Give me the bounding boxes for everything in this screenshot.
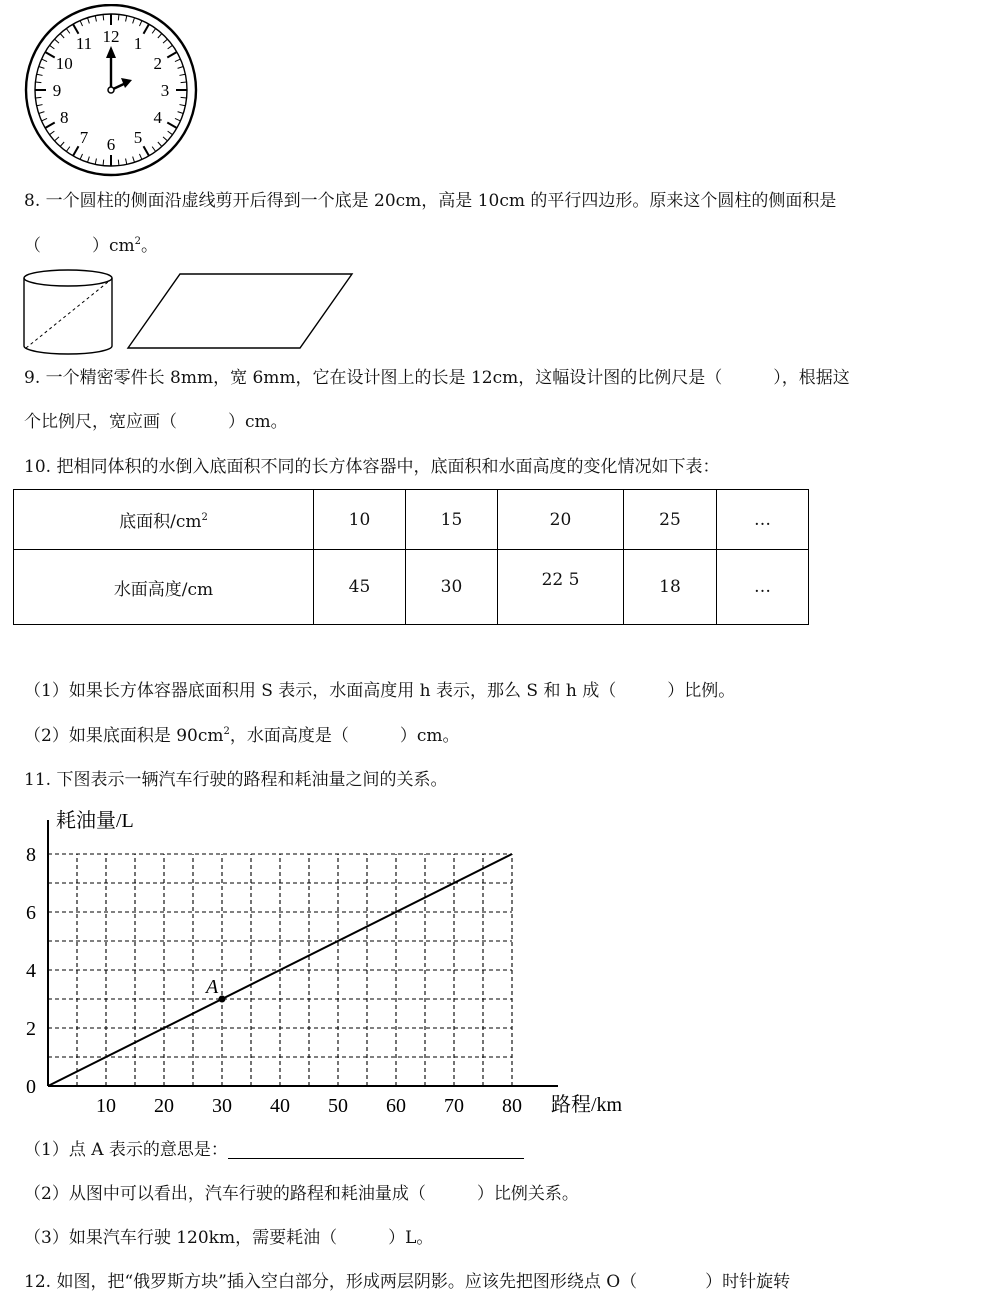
clock-tick — [103, 14, 104, 20]
clock-number: 9 — [52, 81, 62, 100]
clock-tick — [39, 67, 45, 69]
clock-tick — [50, 45, 55, 49]
clock-tick — [158, 34, 162, 38]
q11-sub3: （3）如果汽车行驶 120km，需要耗油（ ）L。 — [24, 1228, 434, 1248]
clock-tick — [35, 97, 41, 98]
clock-number: 4 — [153, 108, 163, 127]
y-axis-label: 耗油量/L — [56, 810, 134, 832]
clock-tick — [73, 146, 79, 156]
clock-tick — [55, 137, 59, 141]
table-cell: 18 — [624, 550, 717, 625]
q9-text-line2: 个比例尺，宽应画（ ）cm。 — [24, 412, 288, 432]
clock-number: 11 — [75, 34, 93, 54]
q11-sub1: （1）点 A 表示的意思是： — [24, 1139, 524, 1161]
clock-tick — [39, 112, 45, 114]
clock-number: 10 — [55, 54, 73, 73]
x-tick-label: 50 — [328, 1095, 348, 1117]
clock-tick — [163, 39, 167, 43]
clock-tick — [181, 82, 187, 83]
clock-tick — [80, 154, 82, 159]
clock-tick — [178, 67, 184, 69]
clock-tick — [88, 18, 90, 24]
clock-tick — [95, 16, 96, 22]
clock-tick — [178, 112, 184, 114]
q8-text-line2: （ ）$cm^2$。 — [24, 236, 159, 256]
x-tick-label: 80 — [502, 1095, 522, 1117]
q11-sub2: （2）从图中可以看出，汽车行驶的路程和耗油量成（ ）比例关系。 — [24, 1184, 579, 1204]
y-tick-label: 4 — [26, 960, 36, 982]
q10-intro: 10. 把相同体积的水倒入底面积不同的长方体容器中，底面积和水面高度的变化情况如下表： — [24, 457, 720, 477]
clock-tick — [42, 118, 47, 120]
clock-tick — [37, 105, 43, 106]
clock-tick — [45, 123, 55, 129]
clock-tick — [152, 29, 156, 34]
clock-number: 8 — [59, 108, 69, 127]
table-cell: 30 — [406, 550, 498, 625]
q10-data-table — [13, 489, 809, 625]
clock-tick — [35, 82, 41, 83]
clock-tick — [60, 142, 64, 146]
clock-center — [108, 87, 114, 93]
clock-tick — [175, 59, 180, 61]
x-tick-label: 70 — [444, 1095, 464, 1117]
q10-sub1: （1）如果长方体容器底面积用 S 表示，水面高度用 h 表示，那么 S 和 h 成（ ）比例。 — [24, 681, 736, 701]
clock-tick — [103, 160, 104, 166]
clock-tick — [50, 131, 55, 135]
clock-tick — [144, 146, 150, 156]
y-tick-label: 0 — [26, 1076, 36, 1098]
x-tick-label: 30 — [212, 1095, 232, 1117]
clock-tick — [42, 59, 47, 61]
clock-tick — [163, 137, 167, 141]
q11-intro: 11. 下图表示一辆汽车行驶的路程和耗油量之间的关系。 — [24, 770, 448, 790]
clock-tick — [73, 24, 79, 34]
clock-tick — [144, 24, 150, 34]
clock-tick — [167, 52, 177, 58]
clock-minute-hand-tip — [106, 46, 116, 58]
y-tick-label: 2 — [26, 1018, 36, 1040]
y-tick-label: 6 — [26, 902, 36, 924]
clock-tick — [66, 147, 70, 152]
clock-tick — [80, 21, 82, 26]
point-a-label: A — [206, 976, 219, 998]
clock-tick — [133, 157, 135, 163]
clock-tick — [152, 147, 156, 152]
clock-number: 5 — [133, 127, 143, 147]
point-a-marker — [219, 996, 226, 1003]
y-tick-label: 8 — [26, 844, 36, 866]
clock-number: 7 — [79, 127, 89, 147]
clock-tick — [168, 45, 173, 49]
parallelogram-figure — [128, 274, 352, 348]
cylinder-parallelogram-figure — [20, 266, 360, 358]
clock-tick — [175, 118, 180, 120]
clock-tick — [133, 18, 135, 24]
table-cell: 20 — [498, 490, 624, 550]
table-cell: 15 — [406, 490, 498, 550]
table-cell: … — [717, 490, 809, 550]
clock-tick — [139, 21, 141, 26]
clock-tick — [118, 14, 119, 20]
clock-tick — [55, 39, 59, 43]
clock-number: 1 — [133, 34, 143, 54]
clock-number: 6 — [106, 135, 116, 154]
answer-blank-line[interactable] — [228, 1140, 524, 1159]
table-cell: 45 — [314, 550, 406, 625]
clock-tick — [60, 34, 64, 38]
q10-sub2: （2）如果底面积是 $90cm^2$，水面高度是（ ）cm。 — [24, 726, 460, 746]
clock-tick — [181, 97, 187, 98]
clock-tick — [88, 157, 90, 163]
x-tick-label: 60 — [386, 1095, 406, 1117]
table-cell: 22 5 — [498, 550, 624, 625]
clock-tick — [37, 74, 43, 75]
clock-tick — [179, 74, 185, 75]
cylinder-cut-line — [26, 282, 108, 348]
table-header-height: 水面高度/cm — [14, 550, 314, 625]
q9-text-line1: 9. 一个精密零件长 8mm，宽 6mm，它在设计图上的长是 12cm，这幅设计图的比例尺是（ ），根据这 — [24, 368, 850, 388]
x-tick-label: 10 — [96, 1095, 116, 1117]
x-axis-label: 路程/km — [551, 1094, 623, 1116]
q8-text-line1: 8. 一个圆柱的侧面沿虚线剪开后得到一个底是 20cm，高是 10cm 的平行四边形。原来这个圆柱的侧面积是 — [24, 191, 837, 211]
clock-tick — [45, 52, 55, 58]
clock-tick — [179, 105, 185, 106]
clock-number: 3 — [160, 81, 170, 100]
q12-text-line1: 12. 如图，把“俄罗斯方块”插入空白部分，形成两层阴影。应该先把图形绕点 O（ ）时针旋转 — [24, 1272, 791, 1292]
clock-tick — [139, 154, 141, 159]
clock-figure — [22, 4, 202, 180]
clock-tick — [126, 158, 127, 164]
clock-number: 12 — [102, 27, 120, 46]
clock-tick — [158, 142, 162, 146]
clock-number: 2 — [153, 54, 163, 73]
table-row — [14, 550, 809, 625]
clock-tick — [168, 131, 173, 135]
clock-tick — [118, 160, 119, 166]
clock-tick — [167, 123, 177, 129]
clock-tick — [126, 16, 127, 22]
table-cell: … — [717, 550, 809, 625]
table-header-area: 底面积$/cm^2$ — [14, 490, 314, 550]
x-tick-label: 40 — [270, 1095, 290, 1117]
distance-fuel-chart — [0, 800, 660, 1125]
table-cell: 10 — [314, 490, 406, 550]
table-cell: 25 — [624, 490, 717, 550]
table-row — [14, 490, 809, 550]
x-tick-label: 20 — [154, 1095, 174, 1117]
clock-hour-hand-tip — [121, 78, 132, 88]
clock-tick — [66, 29, 70, 34]
cylinder-figure — [24, 270, 112, 354]
clock-tick — [95, 158, 96, 164]
